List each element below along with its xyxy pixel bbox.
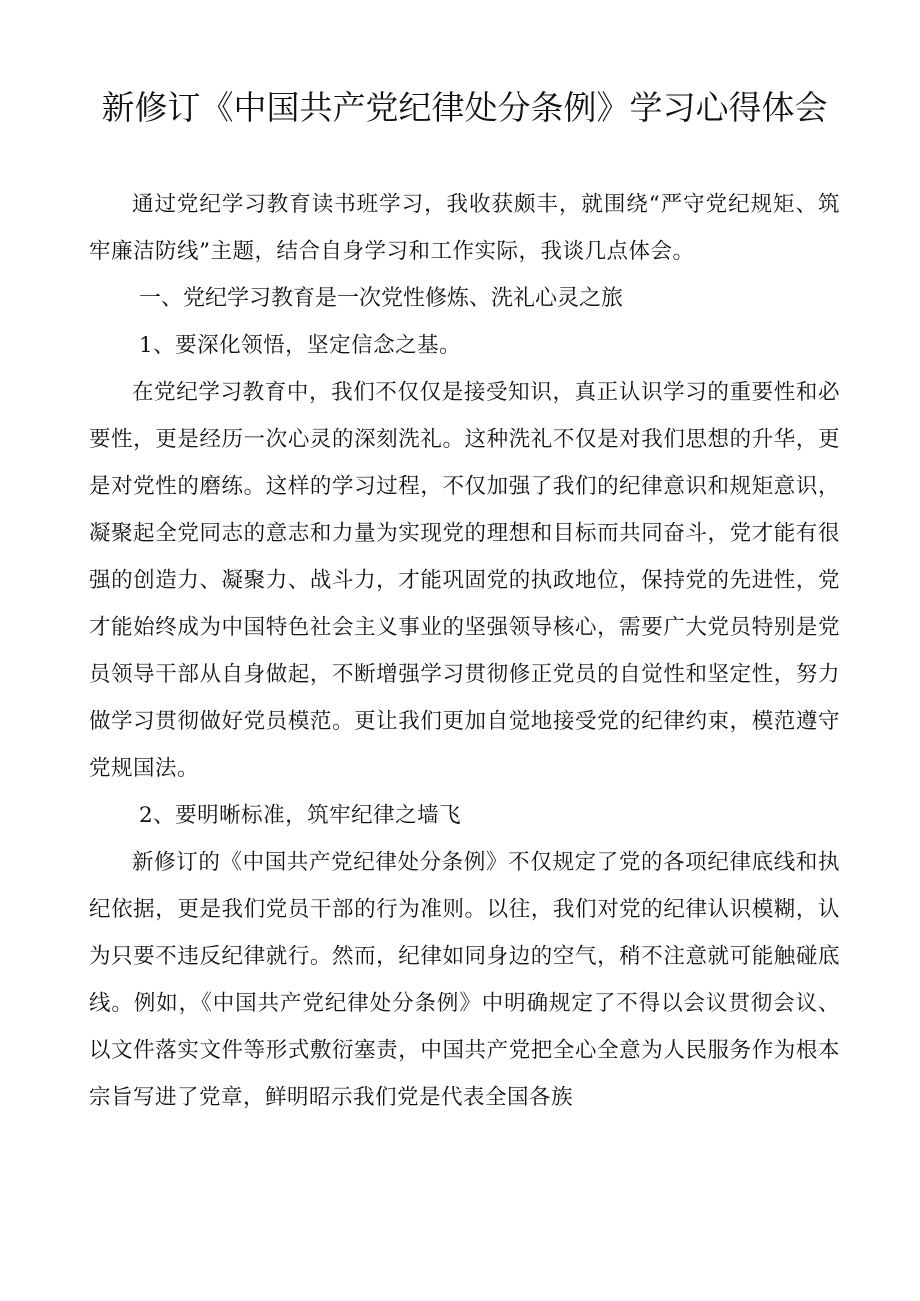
point-1-heading: 1、要深化领悟，坚定信念之基。 (139, 333, 462, 358)
document-title: 新修订《中国共产党纪律处分条例》学习心得体会 (101, 88, 828, 127)
intro-paragraph: 通过党纪学习教育读书班学习，我收获颇丰，就围绕“严守党纪规矩、筑牢廉洁防线”主题，结合自身学习和工作实际，我谈几点体会。 (89, 192, 840, 264)
point-2-body: 新修订的《中国共产党纪律处分条例》不仅规定了党的各项纪律底线和执纪依据，更是我们党员干部的行为准则。以往，我们对党的纪律认识模糊，认为只要不违反纪律就行。然而，纪律如同身边的空气，稍不注意就可能触碰底线。例如，《中国共产党纪律处分条例》中明确规定了不得以会议贯彻会议、以文件落实文件等形式敷衍塞责，中国共产党把全心全意为人民服务作为根本宗旨写进了党章，鲜明昭示我们党是代表全国各族 (89, 850, 840, 1110)
point-2-heading: 2、要明晰标准，筑牢纪律之墙飞 (139, 803, 462, 828)
point-1-body: 在党纪学习教育中，我们不仅仅是接受知识，真正认识学习的重要性和必要性，更是经历一次心灵的深刻洗礼。这种洗礼不仅是对我们思想的升华，更是对党性的磨练。这样的学习过程，不仅加强了我们的纪律意识和规矩意识，凝聚起全党同志的意志和力量为实现党的理想和目标而共同奋斗，党才能有很强的创造力、凝聚力、战斗力，才能巩固党的执政地位，保持党的先进性，党才能始终成为中国特色社会主义事业的坚强领导核心，需要广大党员特别是党员领导干部从自身做起，不断增强学习贯彻修正党员的自觉性和坚定性，努力做学习贯彻做好党员模范。更让我们更加自觉地接受党的纪律约束，模范遵守党规国法。 (89, 380, 840, 781)
section-1-heading: 一、党纪学习教育是一次党性修炼、洗礼心灵之旅 (139, 286, 624, 311)
